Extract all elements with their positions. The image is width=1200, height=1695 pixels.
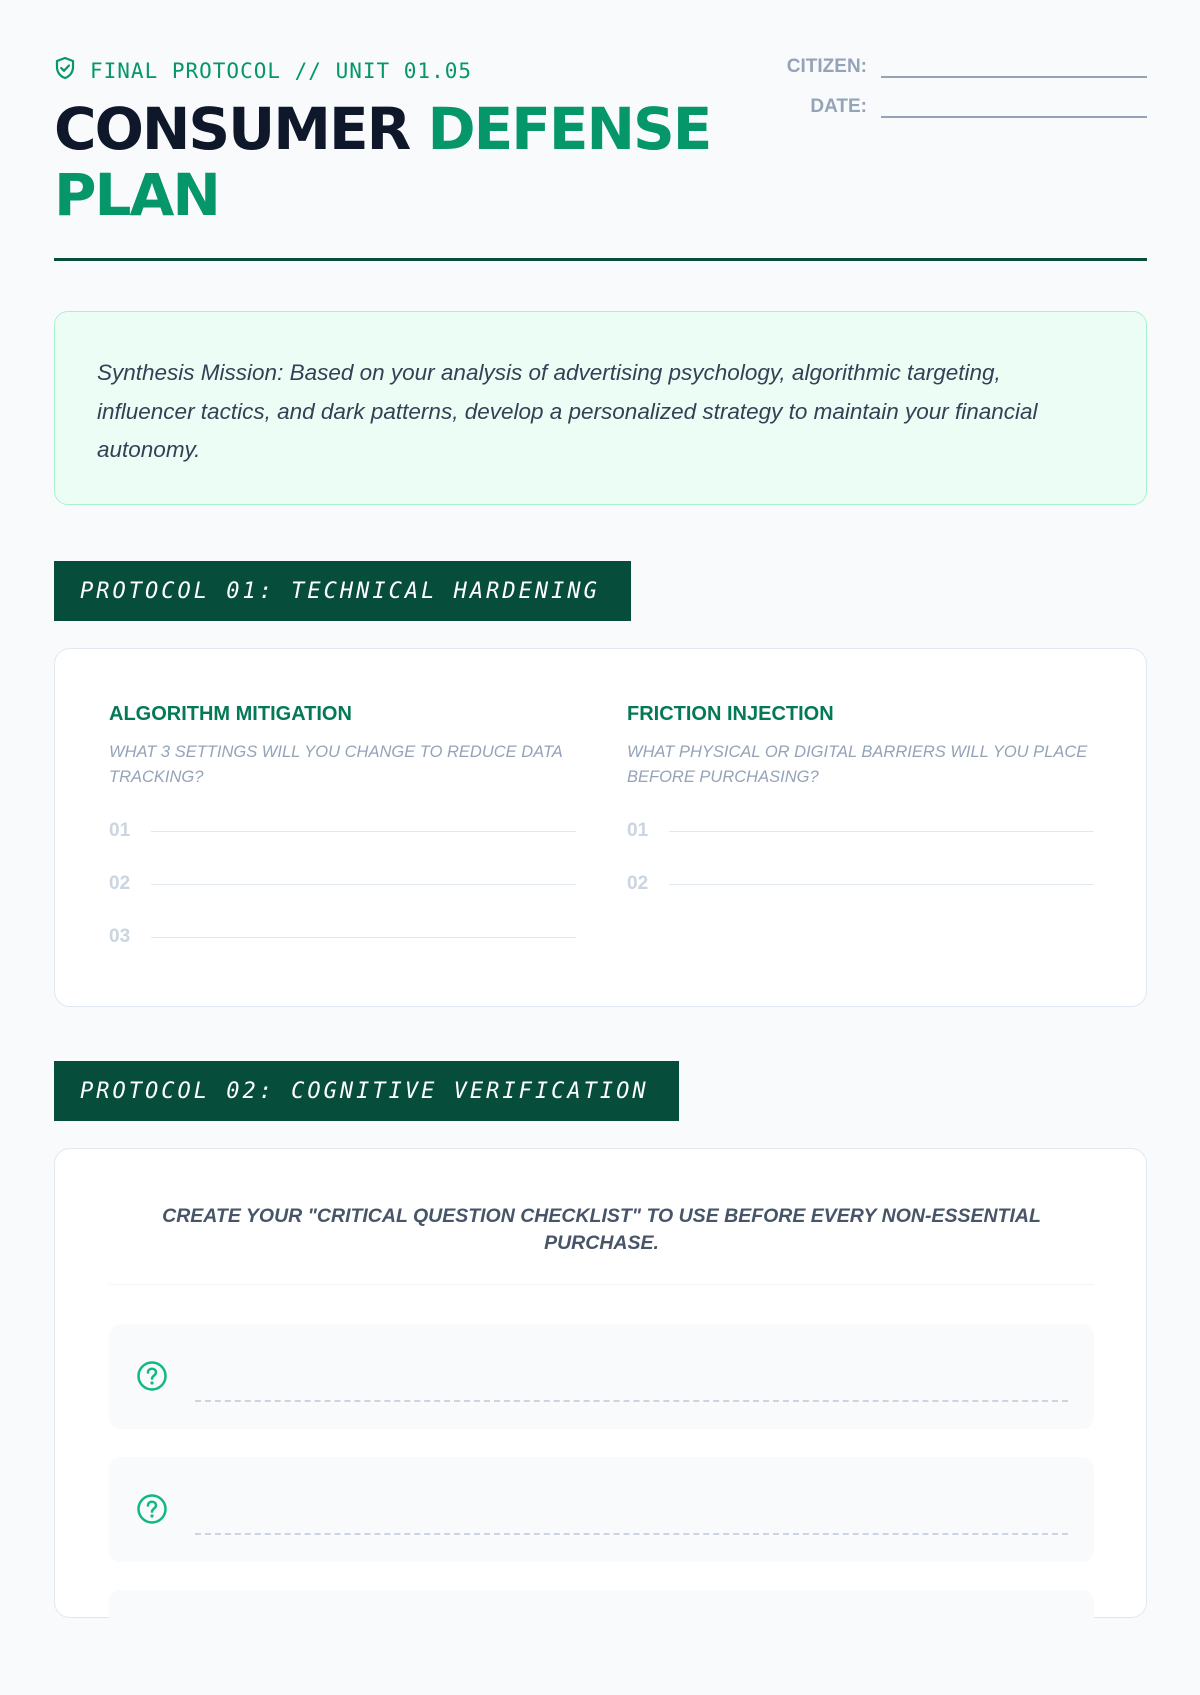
line-blank[interactable] <box>669 883 1094 885</box>
date-field[interactable] <box>881 96 1147 118</box>
citizen-row <box>767 52 1147 78</box>
answer-line[interactable] <box>109 910 576 963</box>
eyebrow <box>54 56 472 85</box>
question-circle-icon <box>136 1360 168 1397</box>
section-prompt: WHAT 3 SETTINGS WILL YOU CHANGE TO REDUCE DATA TRACKING? <box>109 743 563 786</box>
checklist-question-row[interactable] <box>109 1457 1094 1562</box>
checklist-question-row[interactable] <box>109 1590 1094 1695</box>
citizen-label: CITIZEN: <box>786 56 867 77</box>
date-label: DATE: <box>810 96 867 117</box>
citizen-field[interactable] <box>881 56 1147 78</box>
cognitive-verification-card <box>54 1148 1147 1618</box>
line-blank[interactable] <box>669 830 1094 832</box>
question-answer-line[interactable] <box>195 1533 1068 1535</box>
protocol-02-banner: PROTOCOL 02: COGNITIVE VERIFICATION <box>54 1061 679 1121</box>
line-number: 03 <box>109 925 131 947</box>
checklist-question-row[interactable] <box>109 1324 1094 1429</box>
question-circle-icon <box>136 1493 168 1530</box>
worksheet-page <box>54 0 1147 1254</box>
algorithm-mitigation-section <box>109 703 576 963</box>
line-number: 02 <box>109 872 131 894</box>
section-prompt: WHAT PHYSICAL OR DIGITAL BARRIERS WILL YOU PLACE BEFORE PURCHASING? <box>627 743 1088 786</box>
line-number: 01 <box>109 819 131 841</box>
technical-hardening-card <box>54 648 1147 1007</box>
protocol-01-banner: PROTOCOL 01: TECHNICAL HARDENING <box>54 561 631 621</box>
eyebrow-text: FINAL PROTOCOL // UNIT 01.05 <box>90 58 473 83</box>
friction-injection-section <box>627 703 1094 910</box>
checklist-instructions: CREATE YOUR "CRITICAL QUESTION CHECKLIST" TO USE BEFORE EVERY NON-ESSENTIAL PURCHASE. <box>109 1203 1094 1285</box>
line-number: 02 <box>627 872 649 894</box>
title-green: DEFENSE PLAN <box>54 95 711 229</box>
answer-line[interactable] <box>627 857 1094 910</box>
answer-line[interactable] <box>627 804 1094 857</box>
header <box>54 0 1147 261</box>
meta-fields <box>767 52 1147 132</box>
answer-line[interactable] <box>109 857 576 910</box>
question-answer-line[interactable] <box>195 1400 1068 1402</box>
shield-check-icon <box>54 56 90 85</box>
line-blank[interactable] <box>151 936 576 938</box>
page-title <box>54 96 774 228</box>
answer-line[interactable] <box>109 804 576 857</box>
intro-callout: Synthesis Mission: Based on your analysis of advertising psychology, algorithmic targeting, influencer tactics, and dark patterns, develop a personalized strategy to maintain your financial autonomy. <box>54 311 1147 505</box>
section-title: FRICTION INJECTION <box>627 703 834 725</box>
title-dark: CONSUMER <box>54 95 410 163</box>
line-blank[interactable] <box>151 830 576 832</box>
line-number: 01 <box>627 819 649 841</box>
section-title: ALGORITHM MITIGATION <box>109 703 352 725</box>
line-blank[interactable] <box>151 883 576 885</box>
date-row <box>767 92 1147 118</box>
